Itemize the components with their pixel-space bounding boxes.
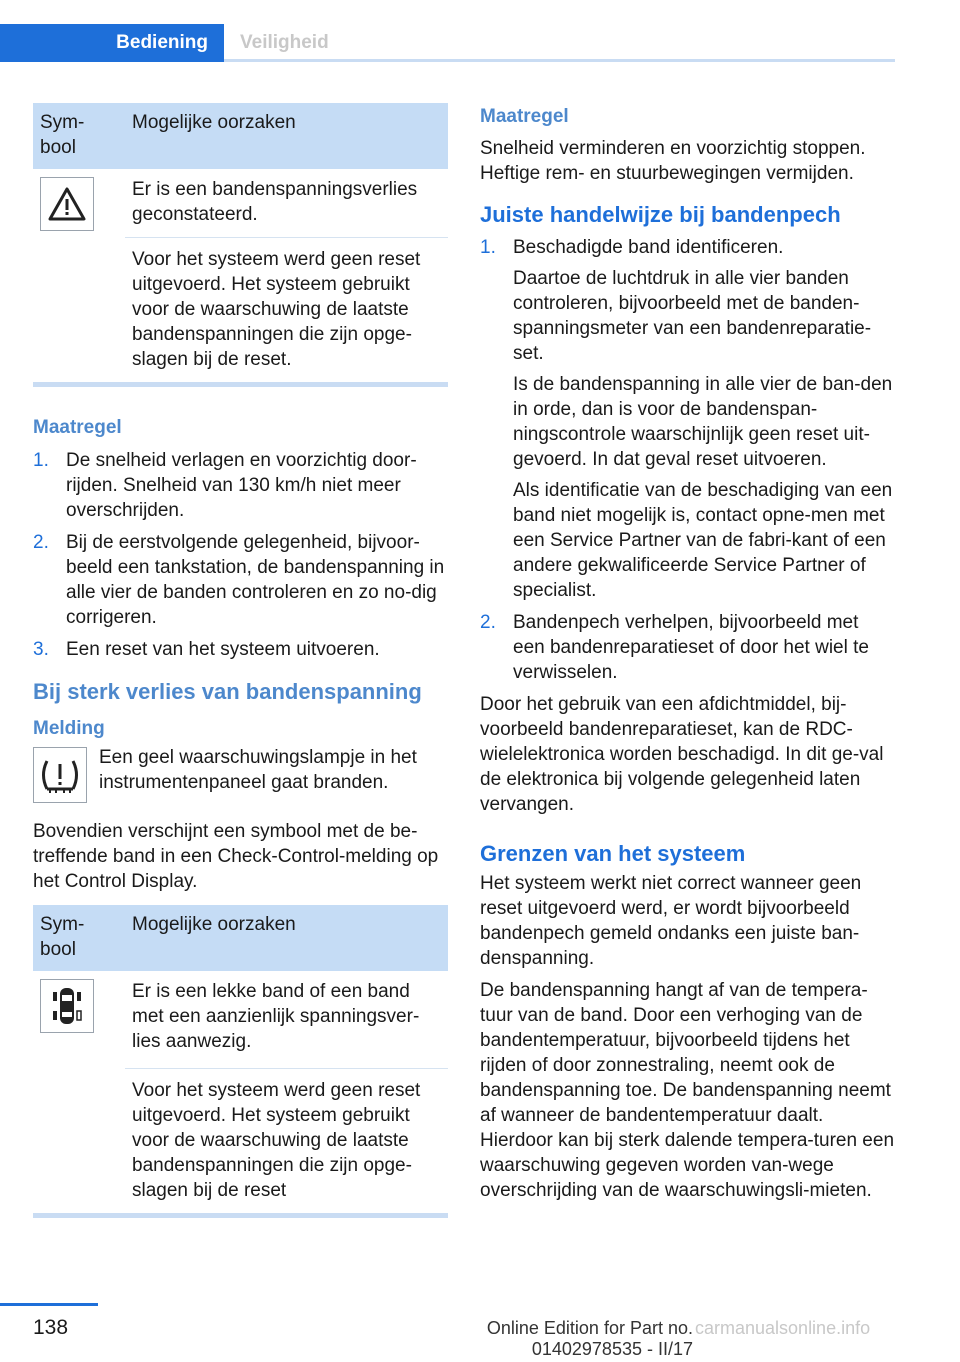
paragraph: Het systeem werkt niet correct wanneer geen reset uitgevoerd werd, er wordt bijvoorbeeld bandenpech gemeld ondanks een juiste ban-denspanning. [480,873,862,969]
list-text: Bandenpech verhelpen, bijvoorbeeld met een bandenreparatieset of door het wiel te verwisselen. [513,612,869,683]
symbol-table-2 [33,905,448,1213]
cause-text: Er is een bandenspanningsverlies geconstateerd. [132,179,418,225]
col-header-causes: Mogelijke oorzaken [125,103,448,169]
symbol-cell [33,169,125,382]
list-text: Bij de eerstvolgende gelegenheid, bijvoor-beeld een tankstation, de bandenspanning in alle vier de banden controleren en zo no-dig corrigeren. [66,532,445,628]
tire-pressure-warning-icon [33,747,87,803]
paragraph: Snelheid verminderen en voorzichtig stoppen. Heftige rem- en stuurbewegingen vermijden. [480,138,866,184]
cause-text: Voor het systeem werd geen reset uitgevoerd. Het systeem gebruikt voor de waarschuwing de laatste bandenspanningen die zijn opge-slagen bij de reset. [125,238,448,383]
col-header-symbol: Sym- bool [33,103,125,169]
list-item [33,530,448,630]
list-subtext: Als identificatie van de beschadiging van een band niet mogelijk is, contact opne-men met een Service Partner van de fabri-kant of een andere gekwalificeerde Service Partner of specialist. [513,480,893,601]
list-number: 1. [33,450,49,471]
paragraph: De bandenspanning hangt af van de tempera-tuur van de band. Door een verhoging van de bandentemperatuur, bijvoorbeeld tijdens het rijden of door zonnestraling, neemt ook de bandenspanning toe. De bandenspanning neemt af wanneer de bandentemperatuur daalt. Hierdoor kan bij sterk dalende tempera-turen een waarschuwing gegeven worden van-wege overschrijding van de waarschuwingsli-mieten. [480,980,895,1201]
list-number: 3. [33,639,49,660]
car-flat-tire-icon [40,979,94,1033]
table-end-bar [33,382,448,387]
left-column [33,103,448,1218]
list-item [33,637,448,662]
tab-bediening[interactable]: Bediening [0,24,224,62]
right-column [480,104,895,1203]
message-block [33,745,448,803]
tab-veiligheid[interactable]: Veiligheid [240,32,329,53]
list-number: 2. [33,532,49,553]
section-heading-maatregel: Maatregel [33,417,122,438]
list-item [480,610,895,685]
cause-text: Voor het systeem werd geen reset uitgevoerd. Het systeem gebruikt voor de waarschuwing de laatste bandenspanningen die zijn opge-slagen bij de reset [125,1069,448,1214]
paragraph: Bovendien verschijnt een symbool met de be-treffende band in een Check-Control-melding op het Control Display. [33,821,439,892]
list-number: 1. [480,237,496,258]
list-text: De snelheid verlagen en voorzichtig door-rijden. Snelheid van 130 km/h niet meer overschrijden. [66,450,417,521]
paragraph: Door het gebruik van een afdichtmiddel, bij-voorbeeld bandenreparatieset, kan de RDC-wielelektronica worden beschadigd. In dit ge-val de elektronica bij volgende gelegenheid laten vervangen. [480,694,884,815]
cause-text: Er is een lekke band of een band met een aanzienlijk spanningsver-lies aanwezig. [132,981,420,1052]
list-text: Een reset van het systeem uitvoeren. [66,639,380,660]
section-heading-maatregel: Maatregel [480,106,569,127]
watermark: carmanualsonline.info [695,1318,871,1338]
flat-tire-list [480,235,895,685]
list-text: Beschadigde band identificeren. [513,237,784,258]
section-heading-grenzen: Grenzen van het systeem [480,841,746,866]
symbol-cell [33,971,125,1213]
list-subtext: Is de bandenspanning in alle vier de ban-den in orde, dan is voor de bandenspan-ningscontrole waarschijnlijk geen reset uit-gevoerd. In dat geval reset uitvoeren. [513,374,893,470]
chapter-tabs [0,24,895,62]
warning-triangle-icon [40,177,94,231]
measure-list [33,448,448,662]
section-heading-melding: Melding [33,718,105,739]
page-number: 138 [33,1316,69,1339]
col-header-symbol: Sym- bool [33,905,125,971]
list-item [33,448,448,523]
tab-underline [224,59,895,62]
edition-note: Online Edition for Part no. 01402978535 - II/17 [486,1318,693,1359]
section-heading-bandenpech: Juiste handelwijze bij bandenpech [480,202,841,227]
message-text: Een geel waarschuwingslampje in het instrumentenpaneel gaat branden. [99,747,417,793]
table-end-bar [33,1213,448,1218]
symbol-table-1 [33,103,448,382]
list-number: 2. [480,612,496,633]
col-header-causes: Mogelijke oorzaken [125,905,448,971]
footer-accent-line [0,1303,98,1306]
section-heading-heavy-loss: Bij sterk verlies van bandenspanning [33,679,422,704]
list-item [480,235,895,603]
list-subtext: Daartoe de luchtdruk in alle vier banden controleren, bijvoorbeeld met de banden-spanningsmeter van een bandenreparatie-set. [513,268,872,364]
